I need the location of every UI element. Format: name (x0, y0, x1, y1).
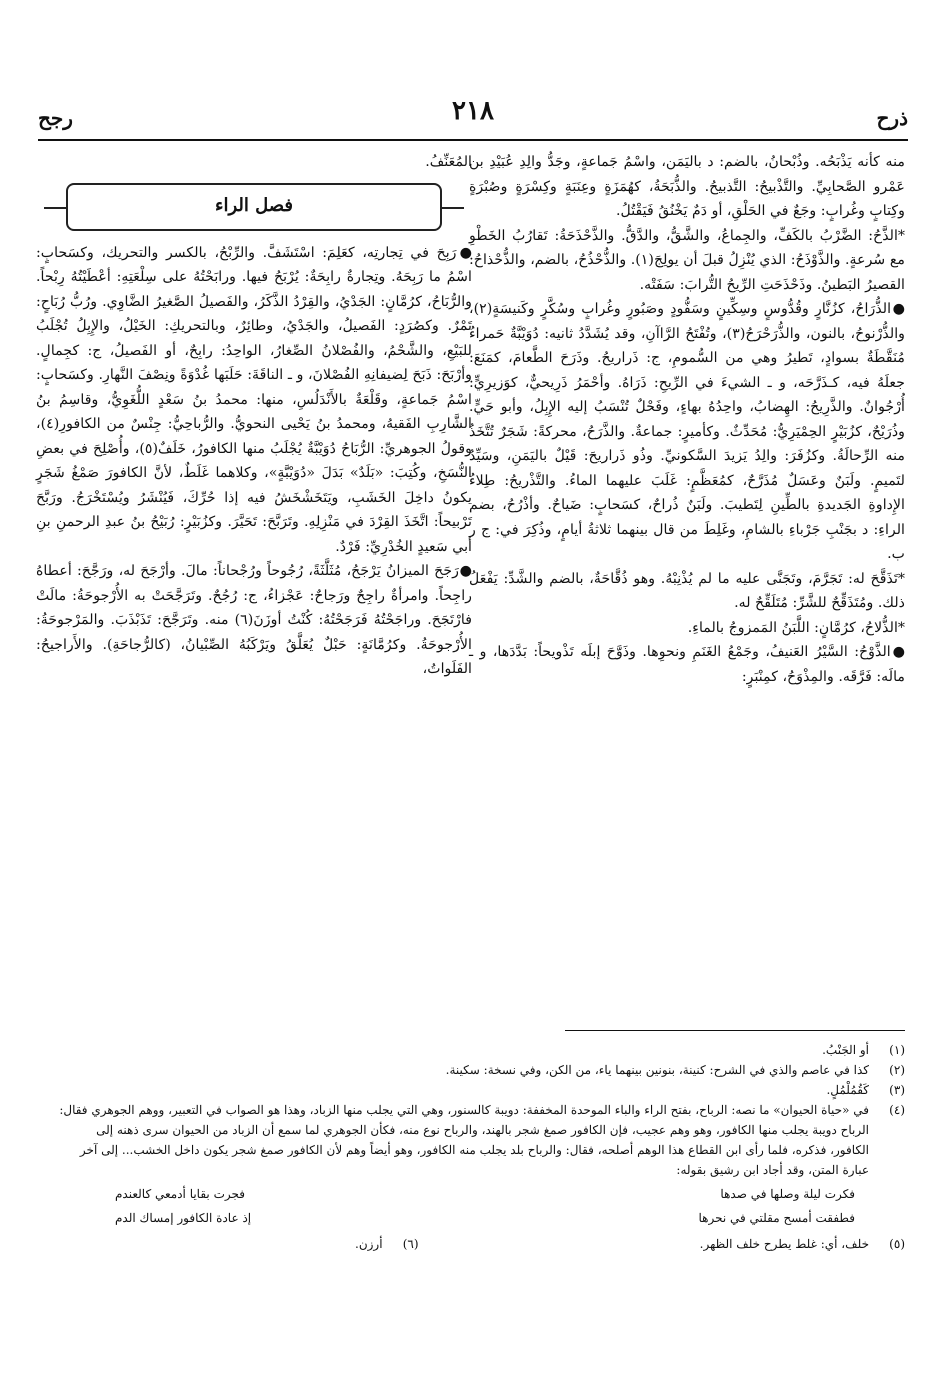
footnote (55, 1080, 905, 1100)
verse-line (115, 1184, 855, 1204)
footnote (700, 1234, 905, 1254)
footnote-row (55, 1234, 905, 1254)
footnote-number: (٦) (402, 1237, 419, 1251)
footnote-number: (١) (889, 1043, 905, 1057)
section-title-box (66, 183, 442, 231)
footnote-text: كذا في عاصم والذي في الشرح: كنينة، بنونين بينهما ياء، من الكن، وفي نسخة: سكينة. (445, 1063, 869, 1077)
right-paragraph: ●الذُّرَاحُ، كزُنَّارٍ وقُدُّوسٍ وسِكِّينٍ وسَفُّودٍ وصَبُورٍ وغُرابٍ وسُكَّرٍ وكَنيسَةٍ(٢)، والذُّرْنوحُ، بالنون، والذُّرَحْرَحُ(٣)، وتُفْتَحُ الرَّاآنِ، وقد يُشَدَّدُ ثانيه: دُوَيْبَّةٌ حَمراءُ مُنَقَّطَةٌ بسوادٍ، تَطيرُ وهي من السُّمومِ، ج: ذَراريحُ. وذَرَحَ الطَّعامَ، كمَنَعَ: جعلَهُ فيه، كـذَرَّحَه، و ـ الشيءَ في الرِّيحِ: ذَرَاهُ. وأحْمَرُ ذَرِيحيٌّ، كوَزيرِيٍّ: أُرْجُوانٌ. والذَّرِيحُ: الهِضابُ، واحِدُهُ بهاءٍ، وفَحْلٌ تُنْسَبُ إليه الإِبِلُ، وأبو حَيٍّ. وذُرَيْحٌ، كزُبَيْرٍ الحِمْيَرِيُّ: مُحَدِّثٌ. وكأميرٍ: جماعةٌ. والذَّرَحُ، محركةً: شَجَرٌ تُتَّخَذُ منه الرِّحالَةُ. وكزُفَرَ: والِدُ يَزيدَ السَّكونيِّ. وذُو ذَراريحَ: قَيْلٌ باليَمَنِ، وسَيِّدٌ لتَميمٍ. ولَبَنٌ وعَسَلٌ مُذَرَّحٌ، كمُعَظَّمٍ: غَلَبَ عليهما الماءُ. والتَّذْريحُ: طِلاءُ الإِداوةِ الجَديدةِ بالطِّينِ لِتَطيبَ. ولَبَنٌ ذُراحٌ، كسَحابٍ: ضَياحٌ. وأذْرُحُ، بضم الراءِ: د بجَنْبِ جَرْباءِ بالشامِ، وغَلِطَ من قال بينهما ثلاثةُ أيامٍ، وذُكِرَ في: ج ر ب. (469, 301, 905, 562)
footnote-text: كَقُمُلْمُلٍ. (826, 1083, 869, 1097)
footnote-number: (٢) (889, 1063, 905, 1077)
footnote (55, 1040, 905, 1060)
right-paragraph: منه كأنه يَذْبَحُه. وذُبْحانُ، بالضم: د باليَمَن، واسْمُ جَماعةٍ، وجَدُّ والِدِ عُبَيْدِ بن عَمْرو الصَّحابِيِّ. والتَّذْبيحُ: التَّذبيحُ. والذُّبَحَةُ، كهُمَزَةٍ وعِنَبَةٍ وكِسْرَةٍ وصُبْرَةٍ وكِتابٍ وغُرابٍ: وجَعٌ في الحَلْقِ، أو دَمٌ يَخْنُقُ فَيَقْتُلُ. (469, 154, 905, 219)
footnotes (55, 1040, 905, 1254)
footnote-text: أو الجَنْبُ. (822, 1043, 869, 1057)
left-paragraph: ●رَبِحَ في تِجارتِه، كعَلِمَ: اسْتَشَفَّ. والرِّبْحُ، بالكسر والتحريك، وكسَحابٍ: اسْمُ ما رَبِحَهُ. وتِجارةٌ رابِحَةٌ: يُرْبَحُ فيها. ورابَحْتُهُ على سِلْعَتِهِ: أعْطَيْتُهُ رِبْحاً. والرُّبَاحُ، كرُمَّانٍ: الجَدْيُ، والقِرْدُ الذَّكَرُ، والفَصيلُ الصَّغيرُ الضَّاوِي. ورُبُّ رُبَاحٍ: تَمْرٌ. وكصُرَدٍ: الفَصيلُ، والجَدْيُ، وطائِرٌ، وبالتحريكِ: الخَيْلُ، والإِبِلُ تُجْلَبُ للبَيْعِ، والشَّحْمُ، والفُصْلانُ الصِّغارُ، الواحِدُ: رابِحٌ، أو الفَصيلُ، ج: كجِمالٍ. وأرْبَحَ: ذَبَحَ لِضيفانِهِ الفُصْلانَ، و ـ الناقَةَ: حَلَبَها غُدْوَةً ونِصْفَ النَّهارِ. وكسَحابٍ: اسْمُ جَماعةٍ، وقَلْعَةٌ بالأَنْدَلُسِ، منها: محمدُ بنُ سَعْدٍ اللُّغَوِيُّ، وقاسِمُ بنُ الشَّارِبِ الفَقيهُ، ومحمدُ بنُ يَحْيى النحويُّ. والرُّباحِيُّ: جِنْسٌ من الكافورِ(٤)، وقولُ الجوهريِّ: الرُّبَاحُ دُوَيْبَّةٌ يُجْلَبُ منها الكافورُ، خَلَفٌ(٥)، وأُصْلِحَ في بعضِ النُّسَخِ، وكُتِبَ: «بَلَدٌ» بَدَلَ «دُوَيْبَّةٍ»، وكلاهما غَلَطٌ، لأنَّ الكافورَ صَمْغُ شَجَرٍ يكونُ داخِلَ الخَشَبِ، ويَتَخَشْخَشُ فيه إذا حُرِّكَ، فَيُنْشَرُ ويُسْتَخْرَجُ. ورَبَّحَ تَرْبيحاً: اتَّخَذَ القِرْدَ في مَنْزِلِهِ. وتَرَبَّحَ: تَحَيَّرَ. وكزُبَيْرٍ: رُبَيْحُ بنُ عبدِ الرحمنِ بنِ أبي سَعيدٍ الخُدْرِيِّ: فَرْدٌ. (36, 244, 472, 555)
header-rule (38, 139, 908, 141)
verse-second-hemistich: إذ عادة الكافور إمساك الدم (115, 1211, 252, 1225)
right-paragraph: *تَذَقَّحَ له: تَجَرَّمَ، وتَجَنَّى عليه ما لم يُذْنِبْهُ. وهو ذُقَّاحَةٌ، بالضم والشَّدِّ: يَفْعَلُ ذلك. ومُتَذَقِّحٌ للشَّرِّ: مُتَلَقِّحٌ له. (469, 570, 905, 611)
footnote-number: (٥) (889, 1237, 905, 1251)
footnote-text: أرزن. (355, 1237, 383, 1251)
right-column (469, 150, 905, 689)
page-header (38, 96, 908, 136)
section-title: فصل الراء (215, 195, 293, 217)
header-left-word: رجح (38, 106, 73, 130)
footnote-number: (٤) (889, 1103, 905, 1117)
footnote (355, 1234, 419, 1254)
verse-second-hemistich: فجرت بقايا أدمعي كالعندم (115, 1187, 245, 1201)
verse-first-hemistich: فكرت ليلة وصلها في صدها (720, 1187, 855, 1201)
footnote-rule (565, 1030, 905, 1031)
footnote (55, 1060, 905, 1080)
footnote (55, 1100, 905, 1180)
right-paragraph: *الذُّلاحُ، كرُمَّانٍ: اللَّبَنُ المَمزوجُ بالماءِ. (687, 619, 905, 636)
left-first-line: المُعَنِّفُ. (425, 154, 472, 170)
footnote-text: في «حياة الحيوان» ما نصه: الرباح، بفتح الراء والباء الموحدة المخففة: دويبة كالسنور، وهي التي يجلب منها الزباد، وهذا هو الصواب في التعبير، ووهم الجوهري فقال: الرباح دويبة يجلب منها الكافور، وهو وهم عجيب، فإن الكافور صمغ شجر بالهند، والرباح نوع منه، فكأن الجوهري لما سمع أن الزباد من الحيوان سرى ذهنه إلى الكافور، فذكره، فلما رأى ابن القطاع هذا الوهم أصلحه، فقال: والرباح بلد يجلب منه الكافور، وهو أيضاً وهم لأن الكافور صمغ شجر يكون داخل الخشب... إلى آخر عبارة المتن، وقد أجاد ابن رشيق بقوله: (59, 1103, 869, 1177)
verse-first-hemistich: فطفقت أمسح مقلتي في نحرها (698, 1211, 855, 1225)
page-number: ٢١٨ (452, 96, 494, 126)
left-paragraph: ●رَجَحَ الميزانُ يَرْجَحُ، مُثَلَّثَةً، رُجُوحاً ورُجْحاناً: مالَ. وأرْجَحَ له، ورَجَّحَ: أعطاهُ راجِحاً. وامرأةٌ راجِحٌ ورَجاحٌ: عَجْزاءُ، ج: رُجُحٌ. وتَرَجَّحَتْ به الأُرْجوحَةُ: مالَتْ فارْتَجَحَ. وراجَحْتُهُ فَرَجَحْتُهُ: كُنْتُ أوزَنَ(٦) منه. وتَرَجَّحَ: تَذَبْذَبَ. والمَرْجوحَةُ: الأُرْجوحَةُ. وكرُمَّانَةٍ: حَبْلٌ يُعَلَّقُ ويَرْكَبُهُ الصِّبْيانُ، (كالرُّجاحَةِ). والأَراجيحُ: الفَلَواتُ، (36, 563, 472, 677)
right-paragraph: *الذَّحُ: الضَّرْبُ بالكَفِّ، والجِماعُ، والشَّقُّ، والدَّقُّ. والذَّحْذَحَةُ: تَقارُبُ الخَطْوِ مع سُرعةٍ. والذَّوْذَحُ: الذي يُنْزِلُ قبلَ أن يولِجَ(١). والذُّحْذُحُ، بالضم، والذُّحْذاحُ: القصيرُ البَطينُ. وذَحْذَحَتِ الرِّيحُ التُّرابَ: سَفَتْه. (469, 227, 905, 293)
right-paragraph: ●الذَّوْحُ: السَّيْرُ العَنيفُ، وجَمْعُ الغَنَمِ ونحوِها. وذَوَّحَ إبلَه تَذْويحاً: بَدَّدَها، و ـ مالَه: فَرَّقَه. والمِذْوَحُ، كمِنْبَرٍ: (469, 644, 905, 685)
verse-line (115, 1208, 855, 1228)
header-right-word: ذرح (876, 106, 908, 130)
left-column (36, 150, 472, 682)
footnote-text: خلف، أي: غلط يطرح خلف الظهر. (699, 1237, 869, 1251)
footnote-number: (٣) (889, 1083, 905, 1097)
